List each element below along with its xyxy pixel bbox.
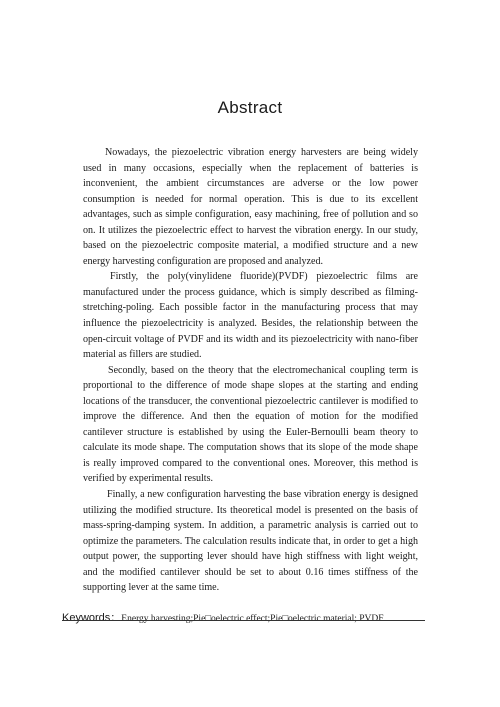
keywords-underline <box>62 620 425 621</box>
abstract-paragraph-3: Secondly, based on the theory that the electromechanical coupling term is proportional to the difference of mode shape slopes at the starting and ending locations of the transducer, the conventional piezoelectric cantilever is modified to improve the difference. And then the equation of motion for the modified cantilever structure is established by using the Euler-Bernoulli beam theory to calculate its mode shape. The computation shows that its slope of the mode shape is really improved compared to the conventional ones. Moreover, this method is verified by experimental results. <box>83 364 418 485</box>
abstract-paragraph-2: Firstly, the poly(vinylidene fluoride)(PVDF) piezoelectric films are manufactured under the process guidance, which is simply described as filming-stretching-poling. Each possible factor in the manufacturing process that may influence the piezoelectricity is analyzed. Besides, the relationship between the open-circuit voltage of PVDF and its width and its piezoelectricity with nano-fiber material as fillers are studied. <box>83 271 418 361</box>
keywords-value: Energy harvesting;Pie□oelectric effect;Pie□oelectric material; PVDF <box>121 614 384 624</box>
keywords-label: Keywords： <box>62 612 122 624</box>
keywords-line <box>62 609 425 625</box>
abstract-paragraph-4: Finally, a new configuration harvesting the base vibration energy is designed utilizing the modified structure. Its theoretical model is presented on the basis of mass-spring-damping system. In addition, a parametric analysis is carried out to optimize the parameters. The calculation results indicate that, in order to get a high output power, the supporting lever should have high stiffness with light weight, and the modified cantilever should be set to about 0.16 times stiffness of the supporting lever at the same time. <box>83 489 418 594</box>
abstract-title: Abstract <box>217 98 283 117</box>
abstract-body <box>83 145 418 596</box>
abstract-paragraph-1: Nowadays, the piezoelectric vibration energy harvesters are being widely used in many occasions, especially when the replacement of batteries is inconvenient, the ambient circumstances are adverse or the low power consumption is needed for normal operation. This is due to its excellent advantages, such as simple configuration, easy machining, free of pollution and so on. It utilizes the piezoelectric effect to harvest the vibration energy. In our study, based on the piezoelectric composite material, a modified structure and a new energy harvesting configuration are proposed and analyzed. <box>83 147 418 267</box>
